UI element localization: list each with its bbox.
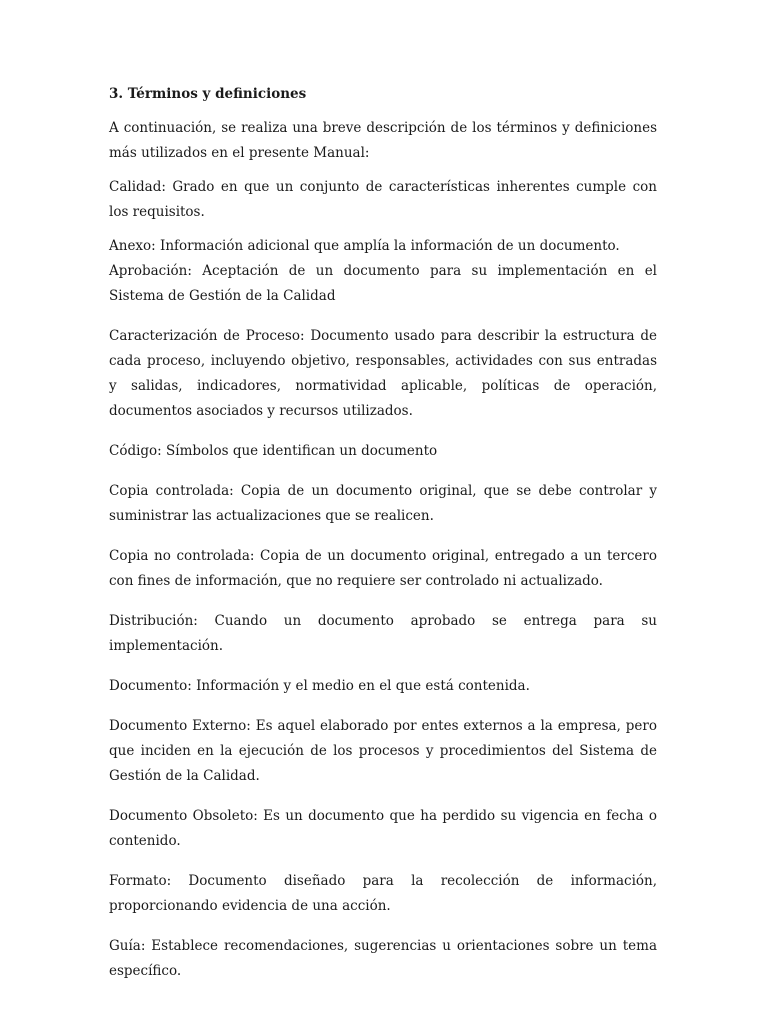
definition-copia-no-controlada: Copia no controlada: Copia de un documento original, entregado a un tercero con fines de información, que no requiere ser controlado ni actualizado.	[109, 548, 657, 589]
definition-copia-controlada: Copia controlada: Copia de un documento original, que se debe controlar y suministrar las actualizaciones que se realicen.	[109, 483, 657, 524]
definition-anexo: Anexo: Información adicional que amplía la información de un documento.	[109, 238, 620, 254]
definition-aprobacion: Aprobación: Aceptación de un documento para su implementación en el Sistema de Gestión de la Calidad	[109, 263, 657, 304]
document-page	[109, 82, 657, 984]
definition-caracterizacion-de-proceso: Caracterización de Proceso: Documento usado para describir la estructura de cada proceso, incluyendo objetivo, responsables, actividades con sus entradas y salidas, indicadores, normatividad aplicable, políticas de operación, documentos asociados y recursos utilizados.	[109, 328, 657, 419]
section-heading: 3. Términos y definiciones	[109, 86, 307, 102]
definition-calidad: Calidad: Grado en que un conjunto de características inherentes cumple con los requisitos.	[109, 179, 657, 220]
definition-formato: Formato: Documento diseñado para la recolección de información, proporcionando evidencia de una acción.	[109, 873, 657, 914]
definition-codigo: Código: Símbolos que identifican un documento	[109, 443, 438, 459]
definition-documento-externo: Documento Externo: Es aquel elaborado por entes externos a la empresa, pero que inciden en la ejecución de los procesos y procedimientos del Sistema de Gestión de la Calidad.	[109, 718, 657, 784]
definition-documento: Documento: Información y el medio en el que está contenida.	[109, 678, 530, 694]
definition-guia: Guía: Establece recomendaciones, sugerencias u orientaciones sobre un tema específico.	[109, 938, 657, 979]
definition-documento-obsoleto: Documento Obsoleto: Es un documento que ha perdido su vigencia en fecha o contenido.	[109, 808, 657, 849]
intro-paragraph: A continuación, se realiza una breve descripción de los términos y definiciones más utilizados en el presente Manual:	[109, 120, 657, 161]
definition-distribucion: Distribución: Cuando un documento aprobado se entrega para su implementación.	[109, 613, 657, 654]
